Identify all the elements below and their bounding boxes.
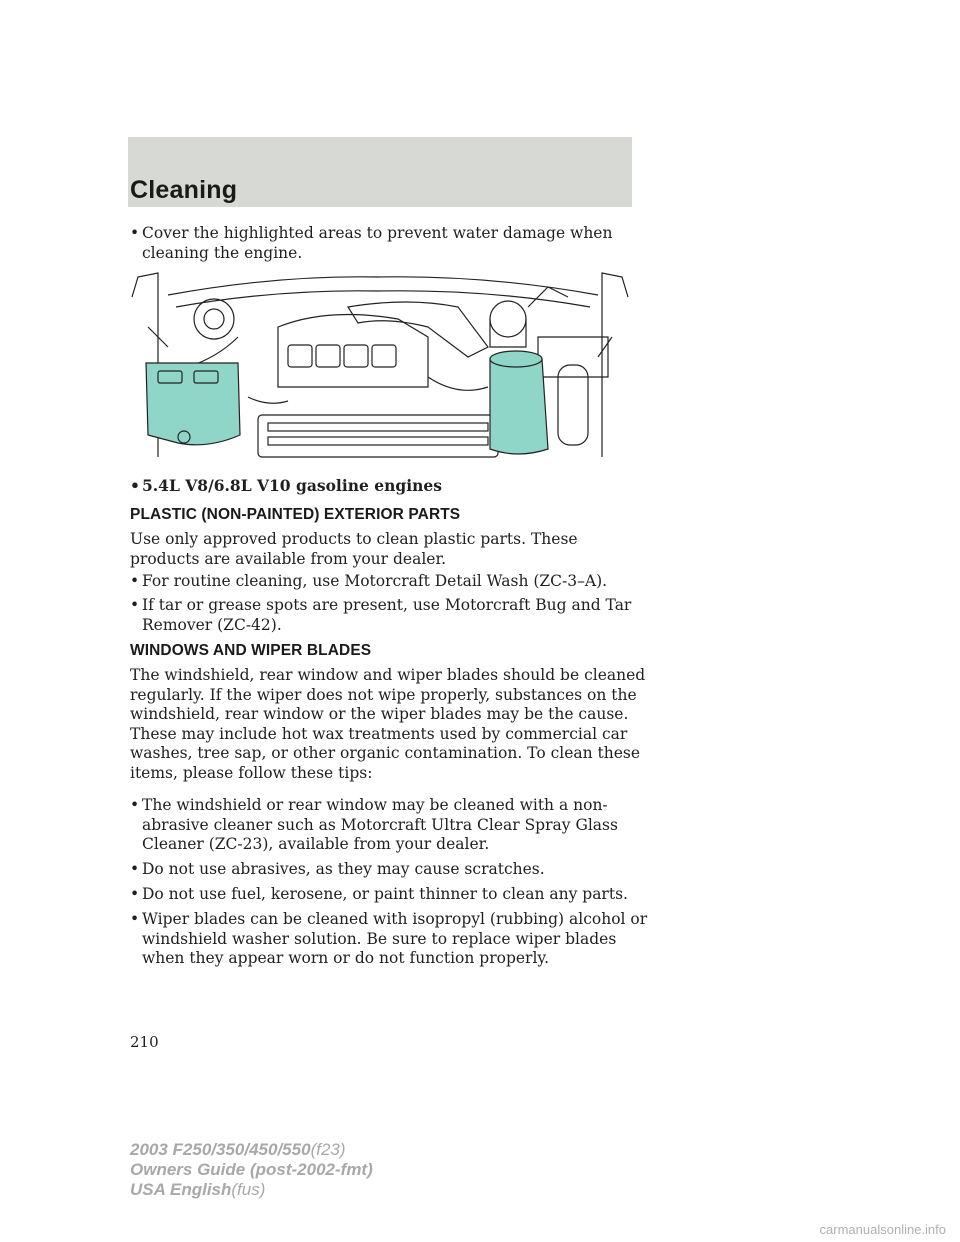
windows-paragraph: The windshield, rear window and wiper blades should be cleaned regularly. If the wiper does not wipe properly, substances on the windshield, rear window or the wiper blades may be the cause. These may include hot wax treatments used by commercial car washes, tree sap, or other organic contamination. To clean these items, please follow these tips: bbox=[130, 666, 646, 782]
bullet-icon: • bbox=[130, 596, 140, 614]
footer-model: 2003 F250/350/450/550 bbox=[130, 1140, 311, 1159]
engine-compartment-illustration bbox=[128, 267, 632, 469]
footer-language-code: (fus) bbox=[231, 1180, 266, 1199]
bullet-icon: • bbox=[130, 860, 140, 878]
footer-guide: Owners Guide (post-2002-fmt) bbox=[130, 1160, 373, 1179]
bullet-icon: • bbox=[130, 572, 140, 590]
footer-model-code: (f23) bbox=[310, 1140, 346, 1159]
footer-language: USA English bbox=[130, 1180, 232, 1199]
list-item: • Do not use abrasives, as they may cause scratches. bbox=[130, 860, 545, 878]
windows-heading: WINDOWS AND WIPER BLADES bbox=[130, 642, 372, 659]
plastic-heading: PLASTIC (NON-PAINTED) EXTERIOR PARTS bbox=[130, 506, 461, 523]
figure-caption: • 5.4L V8/6.8L V10 gasoline engines bbox=[130, 476, 442, 495]
page-number: 210 bbox=[130, 1033, 159, 1051]
bullet-icon: • bbox=[130, 885, 140, 903]
list-item: • For routine cleaning, use Motorcraft Detail Wash (ZC-3–A). bbox=[130, 572, 608, 590]
bullet-icon: • bbox=[130, 910, 140, 928]
list-item: • Do not use fuel, kerosene, or paint thinner to clean any parts. bbox=[130, 885, 628, 903]
page-title: Cleaning bbox=[130, 176, 238, 204]
bullet-icon: • bbox=[130, 796, 140, 814]
intro-bullet bbox=[130, 224, 650, 263]
bullet-icon: • bbox=[130, 224, 140, 242]
intro-bullet-text: Cover the highlighted areas to prevent water damage when cleaning the engine. bbox=[142, 224, 613, 262]
list-item: • If tar or grease spots are present, use Motorcraft Bug and Tar Remover (ZC-42). bbox=[130, 596, 632, 634]
plastic-paragraph: Use only approved products to clean plastic parts. These products are available from your dealer. bbox=[130, 530, 578, 568]
footer bbox=[130, 1140, 373, 1200]
list-item: • The windshield or rear window may be cleaned with a non-abrasive cleaner such as Motorcraft Ultra Clear Spray Glass Cleaner (ZC-23), available from your dealer. bbox=[130, 796, 618, 853]
bullet-icon: • bbox=[130, 476, 140, 495]
list-item: • Wiper blades can be cleaned with isopropyl (rubbing) alcohol or windshield washer solution. Be sure to replace wiper blades when they appear worn or do not function properly. bbox=[130, 910, 648, 967]
watermark: carmanualsonline.info bbox=[819, 1222, 946, 1237]
